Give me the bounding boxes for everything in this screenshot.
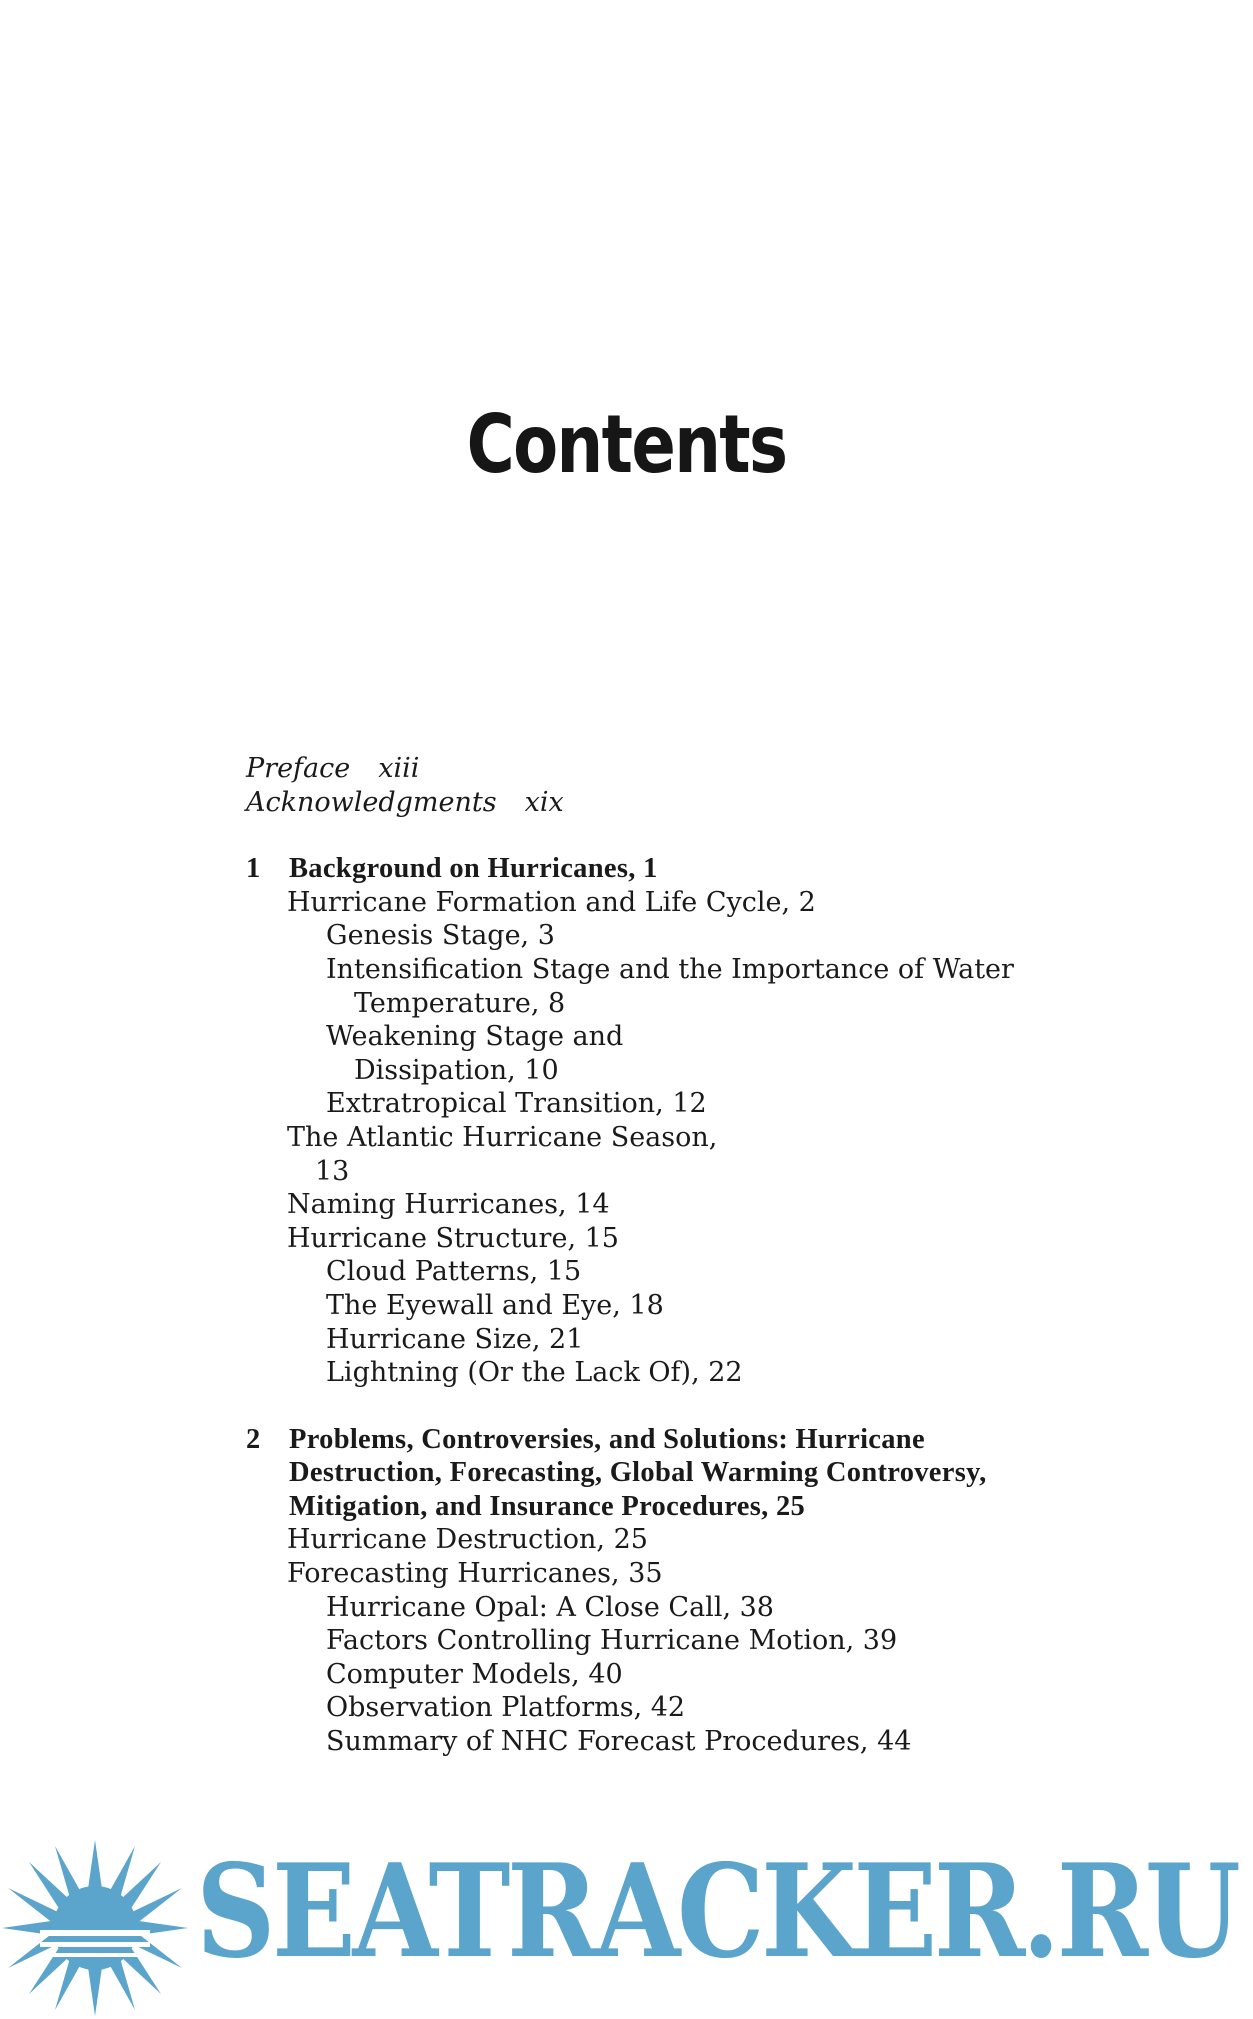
toc-entry-text: Hurricane Opal: A Close Call, 38	[326, 1591, 774, 1623]
toc-entry[interactable]	[246, 1725, 1046, 1759]
front-matter-title: Preface	[246, 753, 351, 784]
page-title: Contents	[466, 398, 787, 491]
toc-entry-text: Intensification Stage and the Importance of Water	[326, 953, 1014, 985]
toc-acknowledgments[interactable]	[246, 786, 1046, 820]
toc-entry-text: Summary of NHC Forecast Procedures, 44	[326, 1726, 912, 1758]
chapter-title-line: Problems, Controversies, and Solutions: Hurricane	[289, 1423, 925, 1455]
toc-entry[interactable]	[246, 1289, 1046, 1323]
toc-entry-text: Genesis Stage, 3	[326, 920, 555, 952]
toc-entry[interactable]	[246, 1658, 1046, 1692]
toc-entry-text: Hurricane Formation and Life Cycle, 2	[287, 886, 816, 918]
chapter-title-line: Mitigation, and Insurance Procedures, 25	[289, 1490, 806, 1522]
toc-entry-continuation: 13	[315, 1155, 350, 1187]
chapter-heading[interactable]	[246, 1423, 1046, 1524]
sun-logo-icon	[0, 1838, 190, 2019]
chapter-title-line: Destruction, Forecasting, Global Warming Controversy,	[289, 1457, 987, 1489]
toc-entry[interactable]	[246, 1624, 1046, 1658]
toc-entry[interactable]	[246, 1255, 1046, 1289]
toc-entry[interactable]	[246, 1188, 1046, 1222]
toc-entry-continuation: Dissipation, 10	[354, 1054, 559, 1086]
front-matter	[246, 752, 1046, 819]
front-matter-title: Acknowledgments	[246, 786, 497, 818]
chapter-1	[246, 852, 1046, 1390]
toc-entry-text: The Eyewall and Eye, 18	[326, 1289, 664, 1321]
chapter-2	[246, 1423, 1046, 1759]
toc-preface[interactable]	[246, 752, 1046, 786]
toc-entry-text: Lightning (Or the Lack Of), 22	[326, 1357, 743, 1389]
table-of-contents	[246, 752, 1046, 1759]
front-matter-page: xiii	[378, 753, 420, 784]
toc-entry-continuation: Temperature, 8	[354, 987, 566, 1019]
toc-entry-text: Computer Models, 40	[326, 1658, 623, 1690]
toc-entry-text: Forecasting Hurricanes, 35	[287, 1558, 663, 1590]
watermark-text: SEATRACKER.RU	[196, 1837, 1238, 1987]
toc-entry-text: Factors Controlling Hurricane Motion, 39	[326, 1625, 898, 1657]
watermark	[0, 1838, 1253, 2019]
toc-entry[interactable]	[246, 1523, 1046, 1557]
chapter-number: 1	[246, 853, 261, 885]
toc-entry[interactable]	[246, 1121, 1046, 1188]
toc-entry[interactable]	[246, 1020, 1046, 1087]
chapter-title: Background on Hurricanes, 1	[289, 853, 658, 885]
toc-entry[interactable]	[246, 953, 1046, 1020]
toc-entry[interactable]	[246, 1323, 1046, 1357]
chapter-entries	[246, 886, 1046, 1390]
toc-entry-text: Hurricane Destruction, 25	[287, 1524, 648, 1556]
toc-entry[interactable]	[246, 919, 1046, 953]
toc-entry-text: Naming Hurricanes, 14	[287, 1189, 610, 1221]
chapter-heading[interactable]	[246, 852, 1046, 886]
toc-entry-text: Cloud Patterns, 15	[326, 1256, 582, 1288]
toc-entry[interactable]	[246, 1691, 1046, 1725]
toc-entry[interactable]	[246, 1591, 1046, 1625]
toc-entry-text: The Atlantic Hurricane Season,	[287, 1121, 718, 1153]
toc-entry-text: Weakening Stage and	[326, 1021, 624, 1053]
chapter-title	[289, 1423, 1046, 1524]
toc-entry-text: Hurricane Structure, 15	[287, 1222, 619, 1254]
toc-entry[interactable]	[246, 1087, 1046, 1121]
toc-entry-text: Observation Platforms, 42	[326, 1692, 686, 1724]
chapter-number: 2	[246, 1423, 261, 1455]
toc-entry-text: Hurricane Size, 21	[326, 1323, 584, 1355]
toc-entry[interactable]	[246, 886, 1046, 920]
toc-entry[interactable]	[246, 1356, 1046, 1390]
toc-entry-text: Extratropical Transition, 12	[326, 1088, 707, 1120]
front-matter-page: xix	[524, 786, 564, 818]
toc-entry[interactable]	[246, 1222, 1046, 1256]
toc-entry[interactable]	[246, 1557, 1046, 1591]
chapter-entries	[246, 1523, 1046, 1758]
